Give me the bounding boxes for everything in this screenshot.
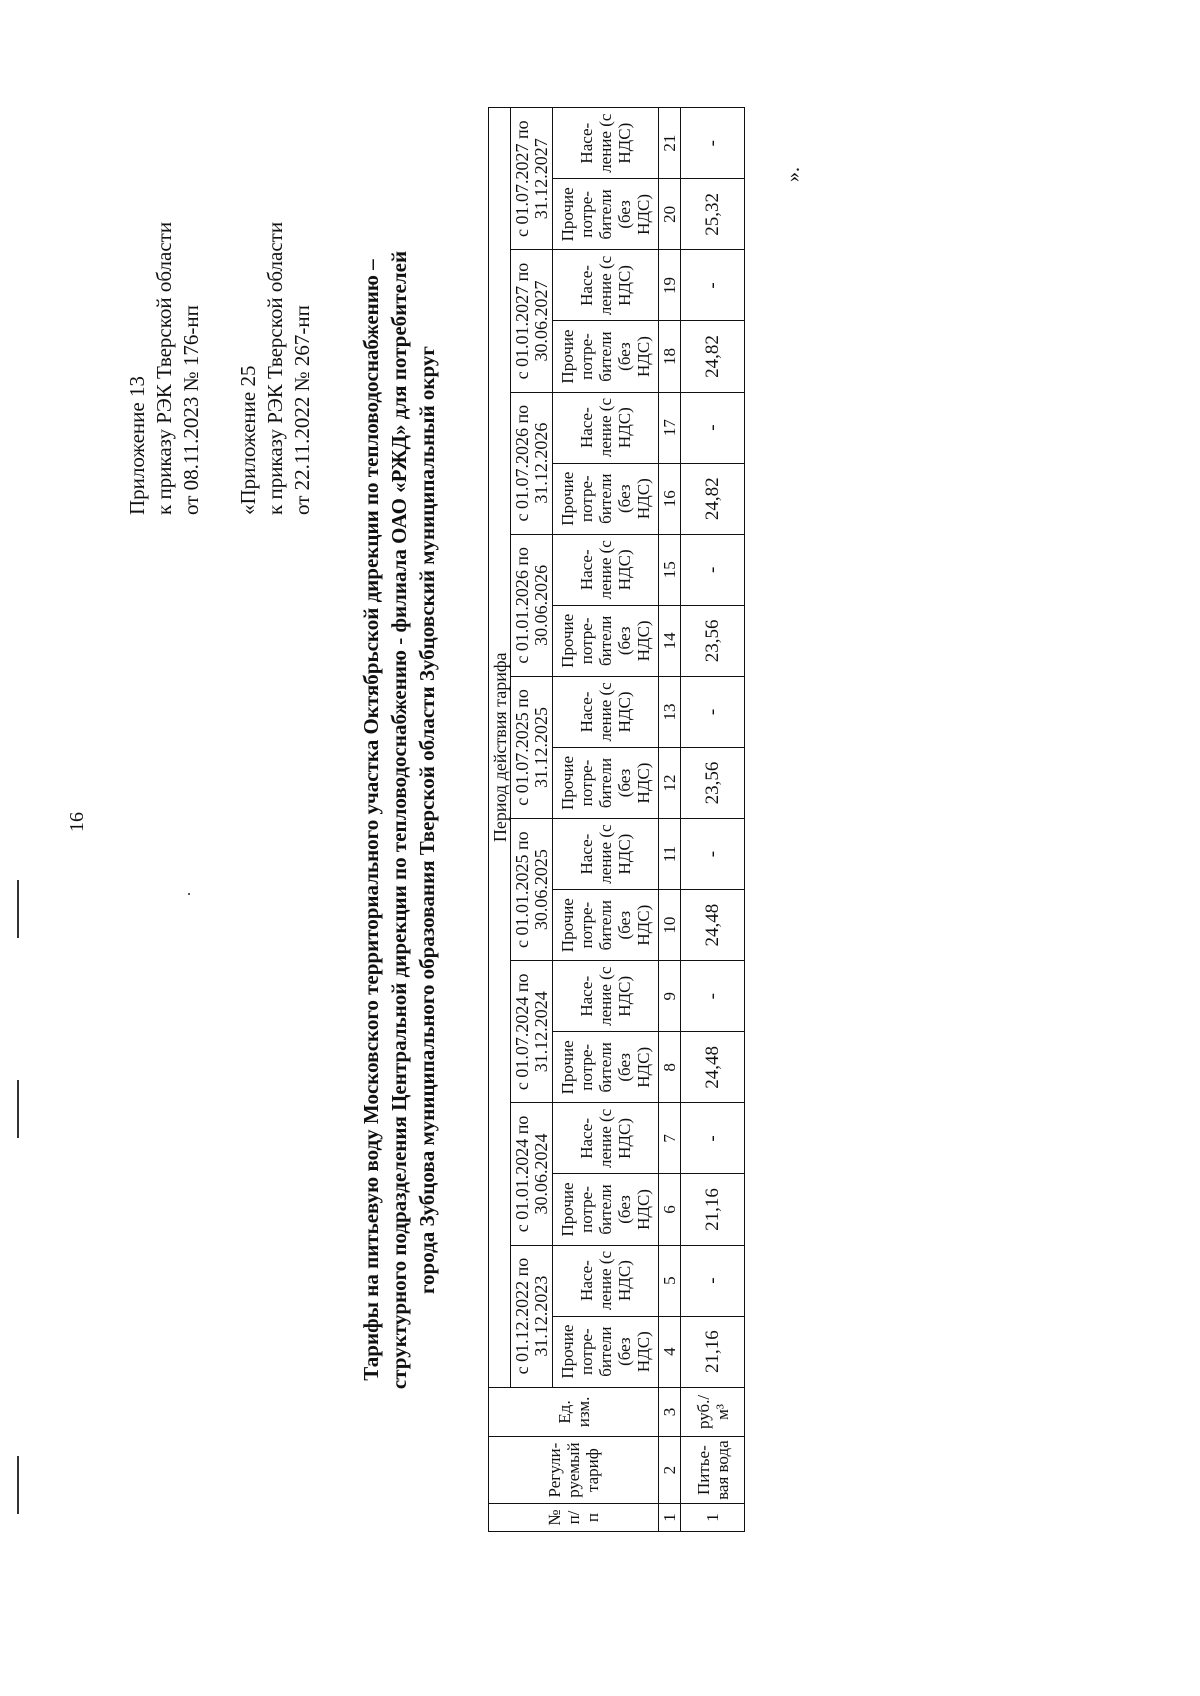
tariff-value: 21,16	[681, 1174, 745, 1245]
period-1: с 01.12.2022 по 31.12.2023	[511, 1245, 553, 1387]
header-row-number: № п/ п	[489, 1504, 659, 1532]
column-number: 20	[659, 179, 681, 250]
subheader-other: Прочие потре-бители (без НДС)	[553, 747, 659, 818]
column-number: 16	[659, 463, 681, 534]
subheader-population: Насе-ление (с НДС)	[553, 108, 659, 179]
order-current-date: от 08.11.2023 № 176-нп	[179, 305, 203, 515]
subheader-population: Насе-ление (с НДС)	[553, 392, 659, 463]
tariff-value: -	[681, 1245, 745, 1316]
tariff-value: 23,56	[681, 747, 745, 818]
column-number-row	[659, 108, 681, 1532]
tariff-value: -	[681, 534, 745, 605]
document-title	[357, 140, 441, 1500]
title-line-3: города Зубцова муниципального образования Тверской области Зубцовский муниципальный округ	[415, 346, 439, 1294]
closing-quote: ».	[782, 167, 804, 182]
period-5: с 01.07.2025 по 31.12.2025	[511, 676, 553, 818]
row-tariff-name: Питье-вая вода	[681, 1437, 745, 1504]
column-number: 12	[659, 747, 681, 818]
subheader-other: Прочие потре-бители (без НДС)	[553, 1316, 659, 1387]
header-unit: Ед. изм.	[489, 1387, 659, 1437]
tariff-value: -	[681, 1103, 745, 1174]
page-number: 16	[66, 812, 88, 832]
subheader-other: Прочие потре-бители (без НДС)	[553, 179, 659, 250]
appendix-previous: «Приложение 25	[236, 365, 260, 515]
header-regulated-tariff: Регули-руемый тариф	[489, 1437, 659, 1504]
subheader-population: Насе-ление (с НДС)	[553, 961, 659, 1032]
subheader-other: Прочие потре-бители (без НДС)	[553, 463, 659, 534]
margin-mark-middle	[17, 1080, 19, 1138]
tariff-value: -	[681, 819, 745, 890]
scan-speck	[188, 893, 190, 895]
tariff-value: -	[681, 108, 745, 179]
tariff-value: 21,16	[681, 1316, 745, 1387]
row-unit: руб./м³	[681, 1387, 745, 1437]
tariff-value: -	[681, 961, 745, 1032]
subheader-population: Насе-ление (с НДС)	[553, 250, 659, 321]
order-reference-block	[124, 222, 316, 515]
column-number: 19	[659, 250, 681, 321]
appendix-current: Приложение 13	[125, 376, 149, 515]
column-number: 7	[659, 1103, 681, 1174]
row-number: 1	[681, 1504, 745, 1532]
tariff-value: -	[681, 676, 745, 747]
table-row	[681, 108, 745, 1532]
margin-mark-bottom	[17, 1456, 19, 1514]
subheader-other: Прочие потре-бители (без НДС)	[553, 605, 659, 676]
title-line-1: Тарифы на питьевую воду Московского территориального участка Октябрьской дирекции по тепловодоснабжению –	[359, 259, 383, 1381]
order-previous: к приказу РЭК Тверской области	[263, 221, 287, 515]
column-number: 8	[659, 1032, 681, 1103]
column-number: 11	[659, 819, 681, 890]
tariff-table-wrapper	[488, 107, 745, 1532]
column-number: 15	[659, 534, 681, 605]
column-number: 17	[659, 392, 681, 463]
column-number: 3	[659, 1387, 681, 1437]
order-current: к приказу РЭК Тверской области	[152, 221, 176, 515]
tariff-value: 23,56	[681, 605, 745, 676]
period-9: с 01.07.2027 по 31.12.2027	[511, 108, 553, 250]
column-number: 13	[659, 676, 681, 747]
column-number: 2	[659, 1437, 681, 1504]
period-7: с 01.07.2026 по 31.12.2026	[511, 392, 553, 534]
tariff-value: -	[681, 250, 745, 321]
subheader-other: Прочие потре-бители (без НДС)	[553, 321, 659, 392]
subheader-population: Насе-ление (с НДС)	[553, 676, 659, 747]
column-number: 18	[659, 321, 681, 392]
period-3: с 01.07.2024 по 31.12.2024	[511, 961, 553, 1103]
order-previous-date: от 22.11.2022 № 267-нп	[290, 305, 314, 515]
column-number: 6	[659, 1174, 681, 1245]
column-number: 5	[659, 1245, 681, 1316]
column-number: 4	[659, 1316, 681, 1387]
tariff-table	[488, 107, 745, 1532]
column-number: 10	[659, 890, 681, 961]
tariff-value: 24,48	[681, 890, 745, 961]
period-4: с 01.01.2025 по 30.06.2025	[511, 819, 553, 961]
header-period: Период действия тарифа	[489, 108, 511, 1388]
column-number: 14	[659, 605, 681, 676]
subheader-population: Насе-ление (с НДС)	[553, 1245, 659, 1316]
subheader-population: Насе-ление (с НДС)	[553, 819, 659, 890]
tariff-value: 25,32	[681, 179, 745, 250]
subheader-other: Прочие потре-бители (без НДС)	[553, 890, 659, 961]
period-6: с 01.01.2026 по 30.06.2026	[511, 534, 553, 676]
tariff-value: -	[681, 392, 745, 463]
column-number: 9	[659, 961, 681, 1032]
period-2: с 01.01.2024 по 30.06.2024	[511, 1103, 553, 1245]
title-line-2: структурного подразделения Центральной дирекции по тепловодоснабжению - филиала ОАО «РЖД» для потребителей	[387, 250, 411, 1390]
tariff-value: 24,82	[681, 463, 745, 534]
subheader-other: Прочие потре-бители (без НДС)	[553, 1174, 659, 1245]
period-8: с 01.01.2027 по 30.06.2027	[511, 250, 553, 392]
column-number: 21	[659, 108, 681, 179]
subheader-population: Насе-ление (с НДС)	[553, 1103, 659, 1174]
tariff-value: 24,82	[681, 321, 745, 392]
subheader-population: Насе-ление (с НДС)	[553, 534, 659, 605]
subheader-other: Прочие потре-бители (без НДС)	[553, 1032, 659, 1103]
column-number: 1	[659, 1504, 681, 1532]
margin-mark-top	[17, 880, 19, 938]
tariff-value: 24,48	[681, 1032, 745, 1103]
